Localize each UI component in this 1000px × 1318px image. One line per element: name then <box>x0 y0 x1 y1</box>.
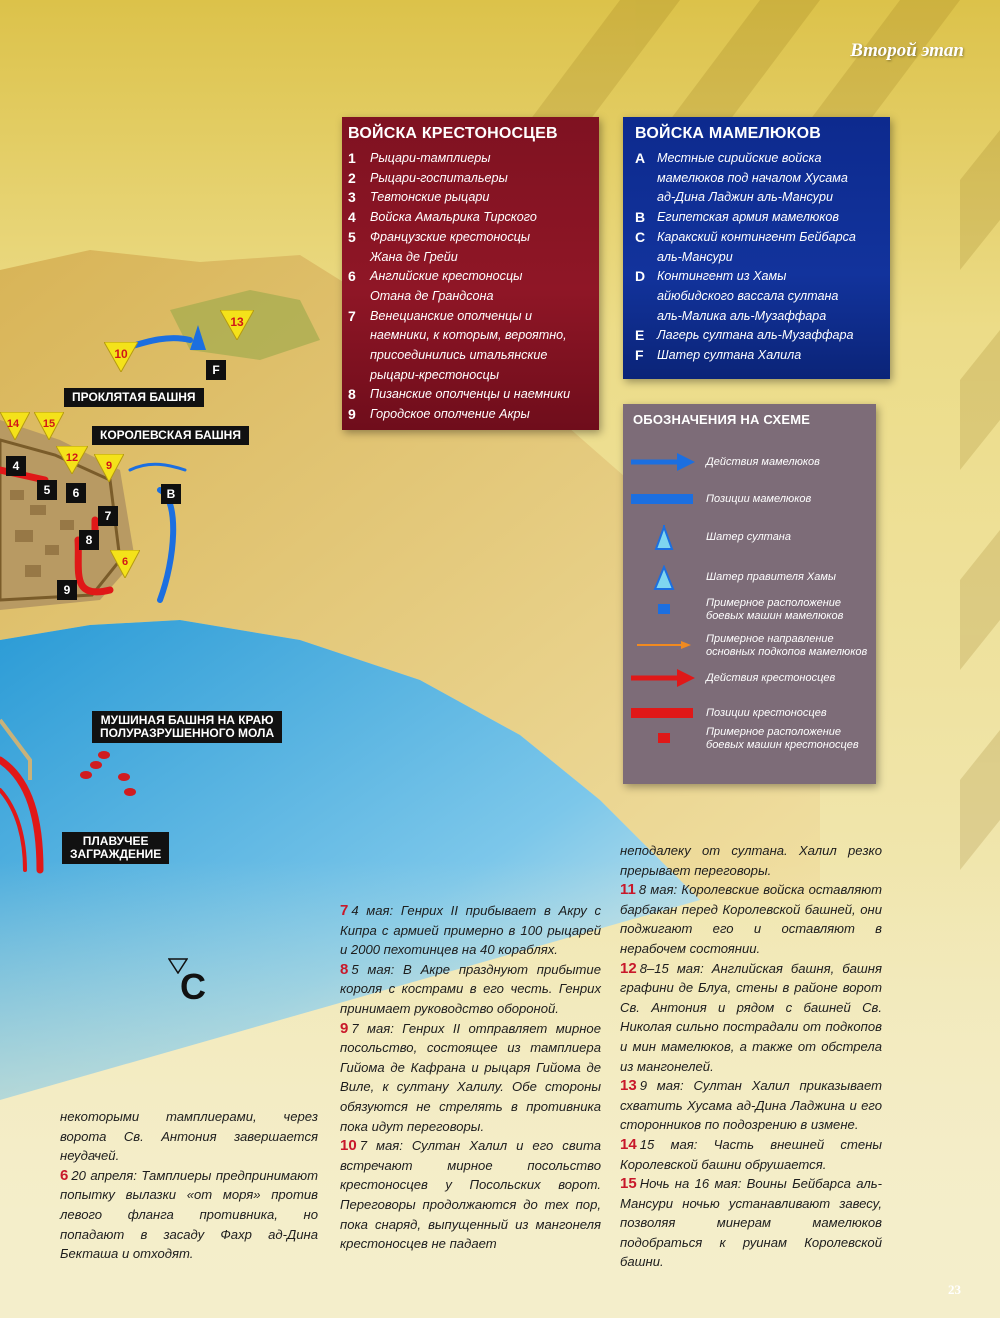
mamluk-item-key <box>635 169 657 189</box>
mamluk-item-label: аль-Мансури <box>657 249 733 264</box>
mamluk-item <box>635 169 890 189</box>
red-square-icon <box>629 726 699 750</box>
legend-item-label <box>706 571 836 584</box>
crusader-item <box>348 228 599 248</box>
mamluk-item-label: Местные сирийские войска <box>657 151 822 165</box>
mamluk-item <box>635 248 890 268</box>
event-marker-15 <box>34 412 64 440</box>
crusader-item <box>348 385 599 405</box>
chronology-entry-text: 15 мая: Часть внешней стены Королевской башни обрушается. <box>620 1136 882 1172</box>
chronology-entry-text: 4 мая: Генрих II прибывает в Акру с Кипра с армией примерно в 100 рыцарей и 2000 пехотинцев на 40 кораблях. <box>340 903 601 958</box>
mamluk-item-label: Шатер султана Халила <box>657 348 802 363</box>
mamluk-item-label: ад-Дина Ладжин аль-Мансури <box>657 190 833 205</box>
event-marker-12 <box>56 446 88 474</box>
compass-letter: C <box>180 966 206 1007</box>
crusaders-panel-title: ВОЙСКА КРЕСТОНОСЦЕВ <box>348 125 558 142</box>
mamluk-item-key: C <box>635 228 646 245</box>
crusader-item-label: Венецианские ополченцы и <box>370 308 532 323</box>
legend-item-label <box>706 726 859 752</box>
mamluk-item-key <box>635 188 657 208</box>
legend-item-line: Шатер правителя Хамы <box>706 571 836 583</box>
unit-marker-9: 9 <box>57 580 77 600</box>
event-marker-6-text: 6 <box>121 556 129 568</box>
chronology-entry-number: 7 <box>340 902 349 919</box>
legend-item-label <box>706 493 811 506</box>
red-arrow-icon <box>629 666 699 690</box>
legend-item-line: Действия крестоносцев <box>706 672 836 684</box>
crusader-item <box>348 326 599 346</box>
unit-marker-8: 8 <box>79 530 99 550</box>
event-marker-9 <box>94 454 124 482</box>
legend-item-label <box>706 672 835 685</box>
legend-item-line: Шатер султана <box>706 531 791 543</box>
chronology-entry-text: некоторыми тамплиерами, через ворота Св. Антония завершается неудачей. <box>60 1109 318 1164</box>
chronology-entry-text: 20 апреля: Тамплиеры предпринимают попытку вылазки «от моря» против левого фланга противника, но попадают в засаду Фахр ад-Дина Бекташа и отходят. <box>60 1167 318 1262</box>
crusader-item <box>348 208 599 228</box>
crusader-item-label: Рыцари-тамплиеры <box>370 151 491 165</box>
crusaders-panel <box>342 117 599 430</box>
chronology-entry <box>620 1174 882 1272</box>
crusader-item-key: 6 <box>348 268 356 285</box>
chronology-entry <box>620 1076 882 1135</box>
crusader-item-key: 3 <box>348 189 356 206</box>
section-title: Второй этап <box>850 40 964 61</box>
legend-item <box>623 670 876 698</box>
label-fly-tower-line1: МУШИНАЯ БАШНЯ НА КРАЮ <box>100 713 274 727</box>
unit-marker-7: 7 <box>98 506 118 526</box>
hama-tent-icon <box>629 565 699 591</box>
legend-item-line: боевых машин крестоносцев <box>706 739 859 751</box>
mamluk-item <box>635 326 890 346</box>
crusader-item-key: 4 <box>348 209 356 226</box>
crusader-item <box>348 149 599 169</box>
text-column-3 <box>620 841 882 1272</box>
unit-marker-F: F <box>206 360 226 380</box>
mamluk-item <box>635 307 890 327</box>
event-marker-13-text: 13 <box>230 315 244 329</box>
mamluk-item-key: F <box>635 347 644 364</box>
page-number: 23 <box>948 1282 961 1297</box>
crusader-item-label: Городское ополчение Акры <box>370 407 530 422</box>
chronology-entry-text: неподалеку от султана. Халил резко прерывает переговоры. <box>620 843 882 878</box>
crusader-item-label: Пизанские ополченцы и наемники <box>370 387 571 402</box>
chronology-entry <box>340 1019 601 1137</box>
crusader-item-label: наемники, к которым, вероятно, <box>370 328 567 343</box>
crusaders-list <box>348 149 599 425</box>
crusader-item-label: Рыцари-госпитальеры <box>370 170 508 185</box>
crusader-item-label: Отана де Грандсона <box>370 288 494 303</box>
crusader-item-label: Войска Амальрика Тирского <box>370 210 537 225</box>
chronology-entry-text: 7 мая: Султан Халил и его свита встречают мирное посольство крестоносцев у Посольских ворот. Переговоры продолжаются до тех пор, пока снаряд, выпущенный из мангонеля крестоносцев не падает <box>340 1138 601 1252</box>
legend-item-line: Примерное направление <box>706 633 834 645</box>
chronology-entry <box>620 841 882 880</box>
mamluk-item-key <box>635 287 657 307</box>
crusader-item-key <box>348 366 370 386</box>
label-fly-tower <box>92 711 282 743</box>
legend-item-line: Позиции мамелюков <box>706 493 812 505</box>
event-marker-13 <box>220 310 254 340</box>
mamluk-item <box>635 149 890 169</box>
red-bar-icon <box>629 701 699 725</box>
mamluk-item-label: Лагерь султана аль-Музаффара <box>657 328 854 343</box>
legend-item-line: основных подкопов мамелюков <box>706 646 868 658</box>
unit-marker-4: 4 <box>6 456 26 476</box>
orange-arrow-icon <box>629 633 699 657</box>
chronology-entry-number: 13 <box>620 1077 637 1095</box>
crusader-item <box>348 366 599 386</box>
sultan-tent-icon <box>629 525 699 551</box>
crusader-item-key <box>348 248 370 268</box>
mamluk-item-label: Каракский контингент Бейбарса <box>657 229 856 244</box>
mamluk-item-key: D <box>635 268 646 285</box>
crusader-item-key <box>348 326 370 346</box>
crusader-item <box>348 248 599 268</box>
chronology-entry-number: 6 <box>60 1166 69 1184</box>
chronology-entry-text: 9 мая: Султан Халил приказывает схватить Хусама ад-Дина Ладжина и его сторонников по подозрению в измене. <box>620 1078 882 1133</box>
crusader-item-key <box>348 346 370 366</box>
mamluk-item <box>635 346 890 366</box>
label-fly-tower-line2: ПОЛУРАЗРУШЕННОГО МОЛА <box>100 726 275 740</box>
crusader-item-key: 7 <box>348 307 356 324</box>
label-cursed-tower: ПРОКЛЯТАЯ БАШНЯ <box>64 388 204 407</box>
unit-marker-B: B <box>161 484 181 504</box>
event-marker-10 <box>104 342 138 372</box>
mamluks-panel <box>623 117 890 379</box>
mamluk-item-key: B <box>635 209 646 226</box>
crusader-item <box>348 307 599 327</box>
chronology-entry-number: 14 <box>620 1135 637 1153</box>
chronology-entry-number: 11 <box>620 881 636 899</box>
legend-item-line: Позиции крестоносцев <box>706 707 827 719</box>
crusader-item <box>348 267 599 287</box>
crusader-item-label: Жана де Грейи <box>370 249 458 264</box>
crusader-item-key: 8 <box>348 386 356 403</box>
crusader-item <box>348 405 599 425</box>
mamluks-panel-title: ВОЙСКА МАМЕЛЮКОВ <box>635 125 821 142</box>
chronology-entry <box>620 1135 882 1174</box>
mamluk-item <box>635 208 890 228</box>
legend-item <box>623 726 876 758</box>
chronology-entry-number: 12 <box>620 959 637 977</box>
crusader-item-label: рыцари-крестоносцы <box>370 367 499 382</box>
event-marker-9-text: 9 <box>105 460 113 472</box>
legend-item-line: Примерное расположение <box>706 726 842 738</box>
crusader-item-key: 9 <box>348 406 356 423</box>
legend-item-line: Примерное расположение <box>706 597 842 609</box>
chronology-entry-text: 8–15 мая: Английская башня, башня графини де Блуа, стены в районе ворот Св. Антония и рядом с башней Св. Николая сильно пострадали от подкопов и мин мамелюков, а также от обстрела из мангонелей. <box>620 960 882 1074</box>
crusader-item-label: присоединились итальянские <box>370 348 548 363</box>
blue-bar-icon <box>629 487 699 511</box>
chronology-entry <box>620 880 882 958</box>
legend-panel-title: ОБОЗНАЧЕНИЯ НА СХЕМЕ <box>633 412 811 427</box>
mamluk-item-label: Контингент из Хамы <box>657 269 787 284</box>
event-marker-12-text: 12 <box>65 452 79 464</box>
text-column-2 <box>340 901 601 1254</box>
mamluk-item <box>635 228 890 248</box>
legend-item <box>623 491 876 519</box>
blue-arrow-icon <box>629 450 699 474</box>
crusader-item-key: 2 <box>348 169 356 186</box>
mamluk-item-label: мамелюков под началом Хусама <box>657 170 848 185</box>
chronology-entry-number: 9 <box>340 1019 349 1037</box>
legend-item <box>623 529 876 557</box>
mamluk-item-label: айюбидского вассала султана <box>657 288 839 303</box>
crusader-item-key <box>348 287 370 307</box>
legend-item-line: боевых машин мамелюков <box>706 610 844 622</box>
legend-item-label <box>706 633 867 659</box>
crusader-item-key: 1 <box>348 150 356 166</box>
chronology-entry <box>60 1107 318 1166</box>
mamluk-item <box>635 188 890 208</box>
event-marker-14 <box>0 412 30 440</box>
mamluk-item-key <box>635 307 657 327</box>
chronology-entry <box>60 1166 318 1264</box>
crusader-item <box>348 169 599 189</box>
crusader-item-label: Английские крестоносцы <box>370 269 523 284</box>
event-marker-6 <box>110 550 140 578</box>
event-marker-15-text: 15 <box>42 418 56 430</box>
label-royal-tower: КОРОЛЕВСКАЯ БАШНЯ <box>92 426 249 445</box>
crusader-item-key: 5 <box>348 228 356 245</box>
chronology-entry <box>340 1136 601 1254</box>
chronology-entry-number: 8 <box>340 960 349 978</box>
text-column-1 <box>60 1107 318 1264</box>
unit-marker-5: 5 <box>37 480 57 500</box>
chronology-entry <box>340 901 601 960</box>
event-marker-14-text: 14 <box>6 418 20 430</box>
legend-item-label <box>706 531 791 544</box>
label-floating-boom <box>62 832 169 864</box>
chronology-entry <box>340 960 601 1019</box>
chronology-entry-text: Ночь на 16 мая: Воины Бейбарса аль-Мансури ночью устанавливают завесу, позволяя минерам мамелюков подобраться к руинам Королевской башни. <box>620 1176 882 1270</box>
legend-item <box>623 597 876 629</box>
crusader-item <box>348 188 599 208</box>
label-boom-line1: ПЛАВУЧЕЕ <box>82 834 149 848</box>
legend-item-label <box>706 456 820 469</box>
mamluks-list <box>635 149 890 366</box>
chronology-entry <box>620 959 882 1077</box>
mamluk-item-label: Египетская армия мамелюков <box>657 210 839 225</box>
legend-panel <box>623 404 876 784</box>
chronology-entry-text: 5 мая: В Акре празднуют прибытие короля с кострами в его честь. Генрих принимает руководство обороной. <box>340 961 601 1016</box>
chronology-entry-number: 10 <box>340 1137 357 1155</box>
crusader-item <box>348 346 599 366</box>
crusader-item-label: Французские крестоносцы <box>370 229 531 244</box>
mamluk-item <box>635 287 890 307</box>
crusader-item <box>348 287 599 307</box>
label-boom-line2: ЗАГРАЖДЕНИЕ <box>70 847 162 861</box>
legend-item-label <box>706 597 843 623</box>
legend-item-label <box>706 707 827 720</box>
legend-item <box>623 569 876 597</box>
mamluk-item-key <box>635 248 657 268</box>
chronology-entry-number: 15 <box>620 1175 637 1193</box>
chronology-entry-text: 8 мая: Королевские войска оставляют барбакан перед Королевской башней, они поджигают его и оставляют в нерабочем состоянии. <box>620 882 882 956</box>
chronology-entry-text: 7 мая: Генрих II отправляет мирное посольство, состоящее из тамплиера Гийома де Кафрана и рыцаря Гийома де Виле, к султану Халилу. Обе стороны обязуются не стрелять в противника пока идут переговоры. <box>340 1020 601 1134</box>
mamluk-item-label: аль-Малика аль-Музаффара <box>657 308 827 323</box>
blue-square-icon <box>629 597 699 621</box>
mamluk-item-key: E <box>635 327 645 344</box>
legend-item-line: Действия мамелюков <box>706 456 820 468</box>
legend-item <box>623 633 876 665</box>
legend-item <box>623 454 876 482</box>
unit-marker-6: 6 <box>66 483 86 503</box>
mamluk-item-key: A <box>635 150 646 166</box>
crusader-item-label: Тевтонские рыцари <box>370 190 490 205</box>
mamluk-item <box>635 267 890 287</box>
event-marker-10-text: 10 <box>114 347 128 361</box>
